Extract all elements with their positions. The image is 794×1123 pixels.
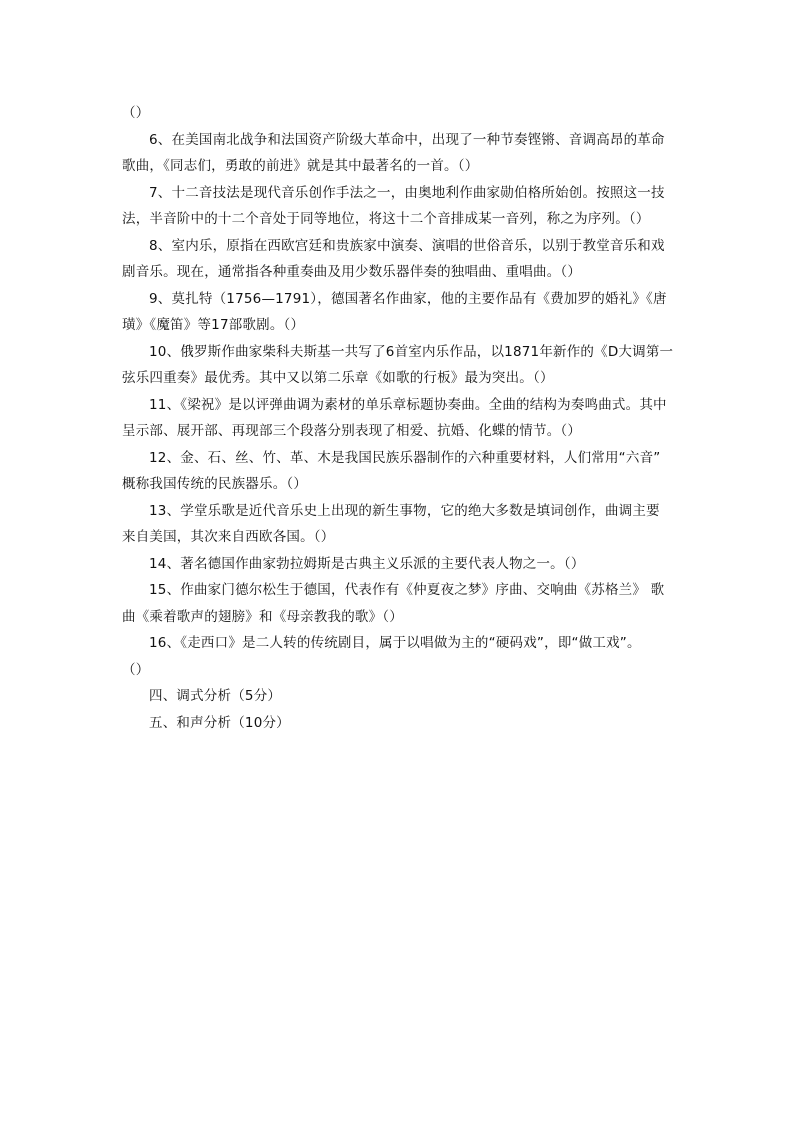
question-8-line-2: 剧音乐。现在，通常指各种重奏曲及用少数乐器伴奏的独唱曲、重唱曲。（） bbox=[122, 264, 582, 280]
question-13-line-1: 13、学堂乐歌是近代音乐史上出现的新生事物，它的绝大多数是填词创作，曲调主要 bbox=[149, 502, 660, 519]
question-7-line-2: 法，半音阶中的十二个音处于同等地位，将这十二个音排成某一音列，称之为序列。（） bbox=[122, 211, 650, 227]
document-body bbox=[122, 100, 674, 736]
question-11-line-1: 11、《梁祝》是以评弹曲调为素材的单乐章标题协奏曲。全曲的结构为奏鸣曲式。其中 bbox=[149, 396, 667, 413]
question-6-line-2: 歌曲，《同志们，勇敢的前进》就是其中最著名的一首。（） bbox=[122, 158, 479, 174]
question-9-line-1: 9、莫扎特（1756—1791），德国著名作曲家，他的主要作品有《费加罗的婚礼》《唐 bbox=[149, 290, 667, 307]
question-12-line-2: 概称我国传统的民族器乐。（） bbox=[122, 476, 308, 492]
question-6-line-1: 6、在美国南北战争和法国资产阶级大革命中，出现了一种节奏铿锵、音调高昂的革命 bbox=[149, 131, 665, 148]
question-8-line-1: 8、室内乐，原指在西欧宫廷和贵族家中演奏、演唱的世俗音乐，以别于教堂音乐和戏 bbox=[149, 237, 665, 254]
question-15-line-2: 曲《乘着歌声的翅膀》和《母亲教我的歌》（） bbox=[122, 608, 403, 625]
section-heading-harmony-analysis: 五、和声分析（10分） bbox=[149, 714, 290, 731]
question-10-line-2: 弦乐四重奏》最优秀。其中又以第二乐章《如歌的行板》最为突出。（） bbox=[122, 370, 554, 386]
question-7-line-1: 7、十二音技法是现代音乐创作手法之一，由奥地利作曲家勋伯格所始创。按照这一技 bbox=[149, 184, 665, 201]
question-11-line-2: 呈示部、展开部、再现部三个段落分别表现了相爱、抗婚、化蝶的情节。（） bbox=[122, 423, 582, 439]
text-line-continuation: （） bbox=[122, 105, 150, 121]
question-14: 14、著名德国作曲家勃拉姆斯是古典主义乐派的主要代表人物之一。（） bbox=[149, 555, 585, 572]
question-15-line-1: 15、作曲家门德尔松生于德国，代表作有《仲夏夜之梦》序曲、交响曲《苏格兰》 歌 bbox=[149, 582, 665, 598]
question-12-line-1: 12、金、石、丝、竹、革、木是我国民族乐器制作的六种重要材料，人们常用“六音” bbox=[149, 449, 661, 466]
question-16-line-1: 16、《走西口》是二人转的传统剧目，属于以唱做为主的“硬码戏”，即“做工戏”。 bbox=[149, 635, 641, 651]
question-9-line-2: 璜》《魔笛》等17部歌剧。（） bbox=[122, 317, 305, 333]
section-heading-mode-analysis: 四、调式分析（5分） bbox=[149, 688, 282, 704]
question-13-line-2: 来自美国，其次来自西欧各国。（） bbox=[122, 529, 335, 545]
question-16-line-2: （） bbox=[122, 661, 150, 678]
question-10-line-1: 10、俄罗斯作曲家柴科夫斯基一共写了6首室内乐作品，以1871年新作的《D大调第一 bbox=[149, 343, 674, 360]
